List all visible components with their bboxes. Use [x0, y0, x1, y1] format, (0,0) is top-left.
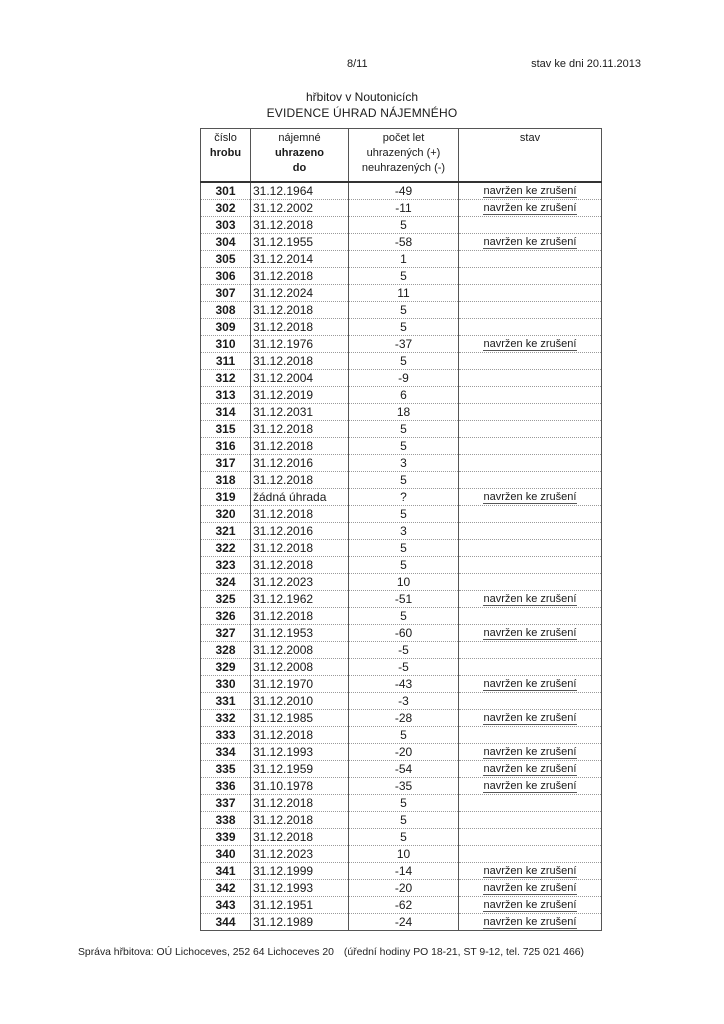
state-cell — [459, 557, 602, 574]
table-row — [201, 387, 602, 404]
grave-number-cell: 328 — [201, 642, 251, 659]
state-cell — [459, 727, 602, 744]
page-number: 8/11 — [347, 58, 368, 70]
state-cell — [459, 897, 602, 914]
grave-number-cell: 322 — [201, 540, 251, 557]
state-label: navržen ke zrušení — [483, 865, 577, 877]
header-line: stav — [519, 132, 541, 144]
column-header-paid-until — [251, 129, 349, 183]
years-cell: -51 — [349, 591, 459, 608]
paid-until-cell: 31.12.2024 — [251, 285, 349, 302]
table-row — [201, 404, 602, 421]
table-row — [201, 812, 602, 829]
state-cell — [459, 693, 602, 710]
state-label: navržen ke zrušení — [483, 491, 577, 503]
paid-until-cell: 31.12.2008 — [251, 642, 349, 659]
table-row — [201, 778, 602, 795]
grave-number-cell: 333 — [201, 727, 251, 744]
state-cell — [459, 880, 602, 897]
table-body — [201, 182, 602, 931]
paid-until-cell: 31.12.1959 — [251, 761, 349, 778]
header-line: uhrazeno — [275, 147, 324, 159]
grave-number-cell: 320 — [201, 506, 251, 523]
state-cell — [459, 778, 602, 795]
state-label: navržen ke zrušení — [483, 882, 577, 894]
years-cell: -5 — [349, 642, 459, 659]
state-cell — [459, 812, 602, 829]
paid-until-cell: 31.12.2018 — [251, 557, 349, 574]
paid-until-cell: 31.12.2010 — [251, 693, 349, 710]
years-cell: 5 — [349, 353, 459, 370]
table-row — [201, 897, 602, 914]
state-cell — [459, 863, 602, 880]
paid-until-cell: 31.12.2018 — [251, 353, 349, 370]
years-cell: 5 — [349, 829, 459, 846]
table-row — [201, 914, 602, 931]
table-row — [201, 234, 602, 251]
grave-number-cell: 326 — [201, 608, 251, 625]
grave-number-cell: 309 — [201, 319, 251, 336]
paid-until-cell: 31.12.2018 — [251, 795, 349, 812]
paid-until-cell: 31.12.1999 — [251, 863, 349, 880]
grave-number-cell: 330 — [201, 676, 251, 693]
years-cell: -11 — [349, 200, 459, 217]
grave-number-cell: 340 — [201, 846, 251, 863]
years-cell: 18 — [349, 404, 459, 421]
table-row — [201, 574, 602, 591]
years-cell: 10 — [349, 846, 459, 863]
table-row — [201, 676, 602, 693]
years-cell: 5 — [349, 319, 459, 336]
paid-until-cell: 31.12.2016 — [251, 455, 349, 472]
table-row — [201, 642, 602, 659]
column-header-grave-number — [201, 129, 251, 183]
grave-number-cell: 314 — [201, 404, 251, 421]
grave-number-cell: 329 — [201, 659, 251, 676]
table-row — [201, 727, 602, 744]
state-cell — [459, 421, 602, 438]
state-cell — [459, 642, 602, 659]
years-cell: 5 — [349, 727, 459, 744]
state-cell — [459, 829, 602, 846]
state-cell — [459, 489, 602, 506]
paid-until-cell: 31.10.1978 — [251, 778, 349, 795]
table-row — [201, 761, 602, 778]
state-cell — [459, 591, 602, 608]
state-cell — [459, 404, 602, 421]
table-row — [201, 846, 602, 863]
table-row — [201, 251, 602, 268]
state-cell — [459, 234, 602, 251]
years-cell: -37 — [349, 336, 459, 353]
paid-until-cell: 31.12.2018 — [251, 608, 349, 625]
table-row — [201, 421, 602, 438]
years-cell: 5 — [349, 795, 459, 812]
grave-number-cell: 321 — [201, 523, 251, 540]
header-line: počet let — [382, 132, 425, 144]
grave-number-cell: 342 — [201, 880, 251, 897]
years-cell: 6 — [349, 387, 459, 404]
state-label: navržen ke zrušení — [483, 338, 577, 350]
grave-number-cell: 303 — [201, 217, 251, 234]
state-cell — [459, 455, 602, 472]
grave-number-cell: 327 — [201, 625, 251, 642]
grave-number-cell: 331 — [201, 693, 251, 710]
state-cell — [459, 302, 602, 319]
table-row — [201, 370, 602, 387]
paid-until-cell: 31.12.2014 — [251, 251, 349, 268]
table-row — [201, 659, 602, 676]
document-subtitle: EVIDENCE ÚHRAD NÁJEMNÉHO — [266, 106, 458, 120]
grave-number-cell: 338 — [201, 812, 251, 829]
table-row — [201, 217, 602, 234]
paid-until-cell: 31.12.2018 — [251, 540, 349, 557]
years-cell: 5 — [349, 557, 459, 574]
state-label: navržen ke zrušení — [483, 678, 577, 690]
state-label: navržen ke zrušení — [483, 712, 577, 724]
state-cell — [459, 846, 602, 863]
table-row — [201, 693, 602, 710]
years-cell: -20 — [349, 880, 459, 897]
table-row — [201, 829, 602, 846]
footer-office-hours: (úřední hodiny PO 18-21, ST 9-12, tel. 725 021 466) — [343, 947, 584, 958]
table-header — [201, 129, 602, 183]
header-line: neuhrazených (-) — [361, 162, 446, 174]
years-cell: -62 — [349, 897, 459, 914]
header-line: do — [292, 162, 307, 174]
grave-number-cell: 310 — [201, 336, 251, 353]
column-header-years — [349, 129, 459, 183]
paid-until-cell: 31.12.2019 — [251, 387, 349, 404]
paid-until-cell: 31.12.2018 — [251, 727, 349, 744]
state-label: navržen ke zrušení — [483, 780, 577, 792]
table-row — [201, 472, 602, 489]
state-label: navržen ke zrušení — [483, 202, 577, 214]
table-row — [201, 302, 602, 319]
state-label: navržen ke zrušení — [483, 627, 577, 639]
state-cell — [459, 744, 602, 761]
column-header-state — [459, 129, 602, 183]
state-cell — [459, 710, 602, 727]
table-row — [201, 353, 602, 370]
years-cell: 10 — [349, 574, 459, 591]
grave-number-cell: 336 — [201, 778, 251, 795]
years-cell: 5 — [349, 540, 459, 557]
state-label: navržen ke zrušení — [483, 746, 577, 758]
grave-number-cell: 316 — [201, 438, 251, 455]
grave-number-cell: 306 — [201, 268, 251, 285]
table-row — [201, 608, 602, 625]
years-cell: -14 — [349, 863, 459, 880]
state-cell — [459, 370, 602, 387]
grave-number-cell: 305 — [201, 251, 251, 268]
years-cell: 11 — [349, 285, 459, 302]
state-label: navržen ke zrušení — [483, 185, 577, 197]
paid-until-cell: 31.12.2018 — [251, 829, 349, 846]
state-cell — [459, 676, 602, 693]
state-cell — [459, 200, 602, 217]
grave-number-cell: 304 — [201, 234, 251, 251]
years-cell: -43 — [349, 676, 459, 693]
years-cell: -3 — [349, 693, 459, 710]
years-cell: 5 — [349, 302, 459, 319]
state-cell — [459, 336, 602, 353]
table-row — [201, 319, 602, 336]
grave-number-cell: 319 — [201, 489, 251, 506]
years-cell: 1 — [349, 251, 459, 268]
years-cell: -58 — [349, 234, 459, 251]
grave-number-cell: 318 — [201, 472, 251, 489]
state-label: navržen ke zrušení — [483, 236, 577, 248]
grave-number-cell: 315 — [201, 421, 251, 438]
paid-until-cell: 31.12.2018 — [251, 812, 349, 829]
header-line: číslo — [214, 132, 237, 144]
state-cell — [459, 625, 602, 642]
years-cell: -35 — [349, 778, 459, 795]
state-label: navržen ke zrušení — [483, 899, 577, 911]
paid-until-cell: 31.12.2023 — [251, 574, 349, 591]
payment-records-table — [200, 128, 602, 931]
state-cell — [459, 506, 602, 523]
grave-number-cell: 343 — [201, 897, 251, 914]
state-cell — [459, 574, 602, 591]
state-cell — [459, 251, 602, 268]
footer-administrator: Správa hřbitova: OÚ Lichoceves, 252 64 Lichoceves 20 — [78, 947, 334, 958]
paid-until-cell: 31.12.2018 — [251, 268, 349, 285]
paid-until-cell: 31.12.1993 — [251, 880, 349, 897]
paid-until-cell: 31.12.1985 — [251, 710, 349, 727]
table-row — [201, 506, 602, 523]
grave-number-cell: 337 — [201, 795, 251, 812]
paid-until-cell: 31.12.2018 — [251, 217, 349, 234]
paid-until-cell: 31.12.1953 — [251, 625, 349, 642]
grave-number-cell: 325 — [201, 591, 251, 608]
state-cell — [459, 659, 602, 676]
table-row — [201, 200, 602, 217]
table-row — [201, 863, 602, 880]
years-cell: 5 — [349, 438, 459, 455]
years-cell: 3 — [349, 455, 459, 472]
state-cell — [459, 438, 602, 455]
years-cell: -9 — [349, 370, 459, 387]
paid-until-cell: 31.12.2018 — [251, 421, 349, 438]
paid-until-cell: 31.12.2002 — [251, 200, 349, 217]
state-label: navržen ke zrušení — [483, 916, 577, 928]
state-cell — [459, 761, 602, 778]
state-cell — [459, 353, 602, 370]
years-cell: 5 — [349, 421, 459, 438]
state-cell — [459, 608, 602, 625]
years-cell: -60 — [349, 625, 459, 642]
grave-number-cell: 313 — [201, 387, 251, 404]
years-cell: -54 — [349, 761, 459, 778]
state-cell — [459, 795, 602, 812]
table-row — [201, 880, 602, 897]
grave-number-cell: 302 — [201, 200, 251, 217]
table-row — [201, 557, 602, 574]
years-cell: 5 — [349, 608, 459, 625]
state-cell — [459, 182, 602, 200]
state-cell — [459, 387, 602, 404]
paid-until-cell: 31.12.1993 — [251, 744, 349, 761]
table-row — [201, 523, 602, 540]
paid-until-cell: 31.12.2031 — [251, 404, 349, 421]
paid-until-cell: 31.12.1964 — [251, 182, 349, 200]
paid-until-cell: 31.12.2016 — [251, 523, 349, 540]
years-cell: 5 — [349, 268, 459, 285]
grave-number-cell: 344 — [201, 914, 251, 931]
state-label: navržen ke zrušení — [483, 593, 577, 605]
paid-until-cell: 31.12.2008 — [251, 659, 349, 676]
paid-until-cell: 31.12.1951 — [251, 897, 349, 914]
years-cell: -5 — [349, 659, 459, 676]
grave-number-cell: 324 — [201, 574, 251, 591]
state-cell — [459, 285, 602, 302]
state-cell — [459, 540, 602, 557]
grave-number-cell: 341 — [201, 863, 251, 880]
paid-until-cell: 31.12.1970 — [251, 676, 349, 693]
paid-until-cell: 31.12.2018 — [251, 472, 349, 489]
grave-number-cell: 332 — [201, 710, 251, 727]
status-date: stav ke dni 20.11.2013 — [531, 58, 641, 70]
paid-until-cell: 31.12.2018 — [251, 506, 349, 523]
years-cell: 3 — [349, 523, 459, 540]
paid-until-cell: žádná úhrada — [251, 489, 349, 506]
grave-number-cell: 301 — [201, 182, 251, 200]
years-cell: 5 — [349, 472, 459, 489]
table-row — [201, 268, 602, 285]
years-cell: -20 — [349, 744, 459, 761]
table-row — [201, 710, 602, 727]
paid-until-cell: 31.12.1955 — [251, 234, 349, 251]
table-row — [201, 625, 602, 642]
state-cell — [459, 268, 602, 285]
paid-until-cell: 31.12.2023 — [251, 846, 349, 863]
table-row — [201, 540, 602, 557]
state-cell — [459, 523, 602, 540]
grave-number-cell: 307 — [201, 285, 251, 302]
grave-number-cell: 335 — [201, 761, 251, 778]
paid-until-cell: 31.12.2018 — [251, 302, 349, 319]
state-label: navržen ke zrušení — [483, 763, 577, 775]
header-line: hrobu — [209, 147, 242, 159]
paid-until-cell: 31.12.2004 — [251, 370, 349, 387]
footer — [78, 947, 584, 958]
grave-number-cell: 334 — [201, 744, 251, 761]
table-row — [201, 455, 602, 472]
paid-until-cell: 31.12.2018 — [251, 319, 349, 336]
state-cell — [459, 914, 602, 931]
grave-number-cell: 339 — [201, 829, 251, 846]
state-cell — [459, 319, 602, 336]
years-cell: 5 — [349, 812, 459, 829]
years-cell: 5 — [349, 506, 459, 523]
years-cell: -28 — [349, 710, 459, 727]
table-row — [201, 744, 602, 761]
years-cell: -24 — [349, 914, 459, 931]
paid-until-cell: 31.12.1962 — [251, 591, 349, 608]
paid-until-cell: 31.12.1976 — [251, 336, 349, 353]
paid-until-cell: 31.12.2018 — [251, 438, 349, 455]
grave-number-cell: 312 — [201, 370, 251, 387]
table-row — [201, 489, 602, 506]
grave-number-cell: 308 — [201, 302, 251, 319]
document-title: hřbitov v Noutonicích — [305, 90, 419, 104]
paid-until-cell: 31.12.1989 — [251, 914, 349, 931]
table-row — [201, 591, 602, 608]
years-cell: 5 — [349, 217, 459, 234]
table-row — [201, 438, 602, 455]
table-row — [201, 285, 602, 302]
header-line: nájemné — [278, 132, 321, 144]
years-cell: -49 — [349, 182, 459, 200]
grave-number-cell: 311 — [201, 353, 251, 370]
table-row — [201, 336, 602, 353]
state-cell — [459, 472, 602, 489]
table-row — [201, 795, 602, 812]
state-cell — [459, 217, 602, 234]
grave-number-cell: 317 — [201, 455, 251, 472]
table-row — [201, 182, 602, 200]
grave-number-cell: 323 — [201, 557, 251, 574]
years-cell: ? — [349, 489, 459, 506]
header-line: uhrazených (+) — [366, 147, 441, 159]
